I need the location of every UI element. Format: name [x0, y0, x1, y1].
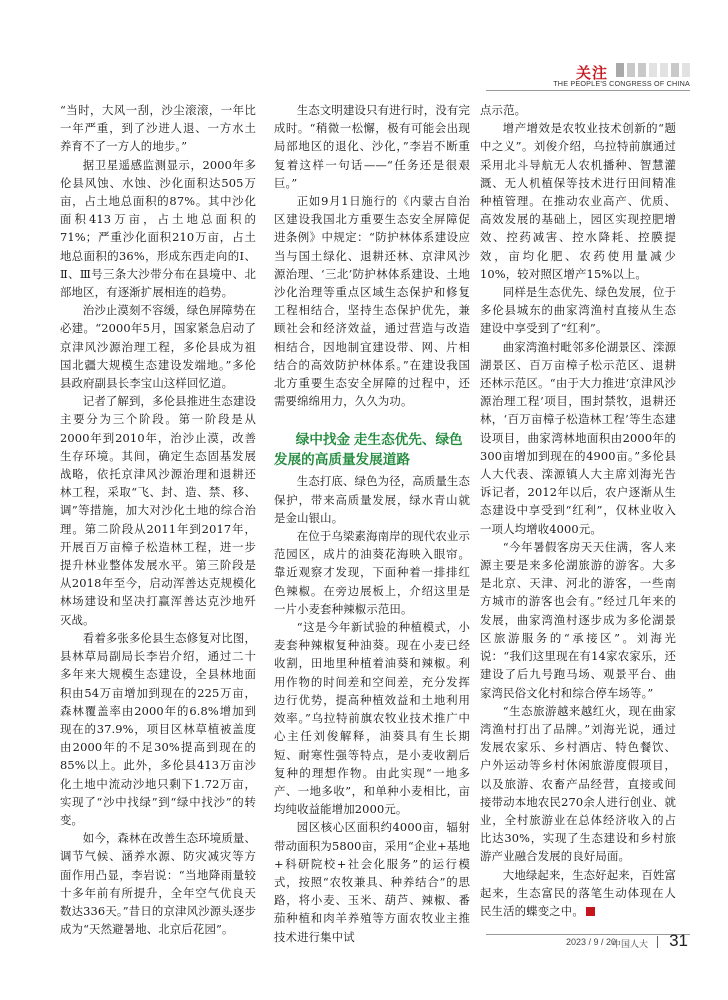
footer-divider [486, 934, 690, 935]
paragraph-text: 曲家湾渔村毗邻多伦湖景区、滦源湖景区、百万亩樟子松示范区、退耕还林示范区。“由于大力推进‘京津风沙源治理工程’项目，围封禁牧，退耕还林，‘百万亩樟子松造林工程’等生态建设项目，曲家湾林地面积由2000年的300亩增加到现在的4900亩。”多伦县人大代表、滦源镇人大主席刘海光告诉记者，2012年以后，农户逐渐从生态建设中享受到“红利”，仅林业收入一项人均增收4000元。 [480, 339, 676, 536]
article-paragraph [274, 818, 470, 945]
header-divider [486, 90, 690, 91]
paragraph-text: “这是今年新试验的种植模式，小麦套种辣椒复种油葵。现在小麦已经收割，田地里种植着油葵和辣椒。利用作物的时间差和空间差，充分发挥边行优势，提高种植效益和土地利用效率。”乌拉特前旗农牧业技术推广中心主任刘俊解释，油葵具有生长期短、耐寒性强等特点，是小麦收割后复种的理想作物。由此实现“一地多产、一地多收”，和单种小麦相比，亩均纯收益能增加2000元。 [274, 620, 470, 817]
page-number: 31 [669, 931, 688, 950]
paragraph-text: 增产增效是农牧业技术创新的“题中之义”。刘俊介绍，乌拉特前旗通过采用北斗导航无人农机播种、智慧灌溉、无人机植保等技术进行田间精准种植管理。在推动农业高产、优质、高效发展的基础上，园区实现控肥增效、控药减害、控水降耗、控膜提效，亩均化肥、农药使用量减少10%，较对照区增产15%以上。 [480, 121, 676, 281]
paragraph-text: 点示范。 [480, 103, 527, 117]
paragraph-text: 生态文明建设只有进行时，没有完成时。“稍微一松懈，极有可能会出现局部地区的退化、沙化，”李岩不断重复着这样一句话——“任务还是很艰巨。” [274, 103, 470, 190]
paragraph-text: “生态旅游越来越红火，现在曲家湾渔村打出了品牌。”刘海光说，通过发展农家乐、乡村酒店、特色餐饮、户外运动等乡村休闲旅游度假项目，以及旅游、农畜产品经营，直接或间接带动本地农民270余人进行创业、就业，全村旅游业在总体经济收入的占比达30%，实现了生态建设和乡村旅游产业融合发展的良好局面。 [480, 703, 676, 864]
article-paragraph [480, 702, 676, 866]
page-header [0, 0, 728, 92]
paragraph-text: 正如9月1日施行的《内蒙古自治区建设我国北方重要生态安全屏障促进条例》中规定：“防护林体系建设应当与国土绿化、退耕还林、京津风沙源治理、‘三北’防护林体系建设、土地沙化治理等重点区域生态保护和修复工程相结合，坚持生态保护优先，兼顾社会和经济效益，通过营造与改造相结合，因地制宜建设带、网、片相结合的高效防护林体系。”在建设我国北方重要生态安全屏障的过程中，还需要绵绵用力，久久为功。 [274, 194, 470, 409]
paragraph-text: 看着多张多伦县生态修复对比图，县林草局副局长李岩介绍，通过二十多年来大规模生态建设，全县林地面积由54万亩增加到现在的225万亩，森林覆盖率由2000年的6.8%增加到现在的37.9%，项目区林草植被盖度由2000年的不足30%提高到现在的85%以上。此外，多伦县413万亩沙化土地中流动沙地只剩下1.72万亩，实现了“沙中找绿”到“绿中找沙”的转变。 [60, 630, 256, 827]
magazine-name: 中国人大 [611, 939, 648, 949]
article-paragraph [274, 472, 470, 527]
article-column-3 [480, 101, 676, 920]
article-paragraph [480, 119, 676, 283]
article-paragraph [274, 192, 470, 410]
paragraph-text: 据卫星遥感监测显示，2000年多伦县风蚀、水蚀、沙化面积达505万亩，占土地总面积的87%。其中沙化面积413万亩，占土地总面积的71%；严重沙化面积210万亩，占土地总面积的36%，形成东西走向的Ⅰ、Ⅱ、Ⅲ号三条大沙带分布在县境中、北部地区，有逐渐扩展相连的趋势。 [60, 157, 256, 300]
article-paragraph [480, 538, 676, 702]
paragraph-text: 同样是生态优先、绿色发展，位于多伦县城东的曲家湾渔村直接从生态建设中享受到了“红利”。 [480, 285, 676, 336]
footer-separator [657, 936, 658, 948]
article-paragraph [60, 301, 256, 392]
paragraph-text: 治沙止漠刻不容缓，绿色屏障势在必建。“2000年5月，国家紧急启动了京津风沙源治理工程，多伦县成为祖国北疆大规模生态建设发端地。”多伦县政府副县长李宝山这样回忆道。 [60, 303, 256, 391]
article-paragraph [60, 629, 256, 829]
section-label: 关注 [575, 65, 608, 82]
article-paragraph [60, 156, 256, 302]
magazine-subtitle: THE PEOPLE'S CONGRESS OF CHINA [553, 79, 690, 88]
article-end-mark-icon [586, 907, 595, 916]
paragraph-text: 生态打底、绿色为径，高质量生态保护，带来高质量发展，绿水青山就是金山银山。 [274, 474, 470, 525]
paragraph-text: 在位于乌梁素海南岸的现代农业示范园区，成片的油葵花海映入眼帘。靠近观察才发现，下面种着一排排红色辣椒。在旁边展板上，介绍这里是一片小麦套种辣椒示范田。 [274, 529, 470, 616]
article-paragraph [60, 829, 256, 938]
paragraph-text: 如今，森林在改善生态环境质量、调节气候、涵养水源、防灾减灾等方面作用凸显，李岩说：“当地降雨量较十多年前有所提升，全年空气优良天数达336天。”昔日的京津风沙源头逐步成为“天然避暑地、北京后花园”。 [60, 831, 256, 937]
article-column-2 [274, 101, 470, 946]
header-stripes-decoration [616, 63, 690, 77]
paragraph-text: “今年暑假客房天天住满，客人来源主要是来多伦湖旅游的游客。大多是北京、天津、河北的游客，一些南方城市的游客也会有。”经过几年来的发展，曲家湾渔村逐步成为多伦湖景区旅游服务的“承接区”。刘海光说：“我们这里现在有14家农家乐，还建设了后九号跑马场、观景平台、曲家湾民俗文化村和综合停车场等。” [480, 539, 676, 700]
paragraph-text: 记者了解到，多伦县推进生态建设主要分为三个阶段。第一阶段是从2000年到2010年，治沙止漠，改善生存环境。其间，确定生态固基发展战略，依托京津风沙源治理和退耕还林工程，采取“飞、封、造、禁、移、调”等措施，加大对沙化土地的综合治理。第二阶段从2011年到2017年，开展百万亩樟子松造林工程，进一步提升林业整体发展水平。第三阶段是从2018年至今，启动浑善达克规模化林场建设和坚决打赢浑善达克沙地歼灭战。 [60, 394, 256, 627]
article-paragraph [480, 101, 676, 119]
paragraph-text: 园区核心区面积约4000亩，辐射带动面积为5800亩，采用“企业+基地+科研院校+社会化服务”的运行模式，按照“农牧兼具、种养结合”的思路，将小麦、玉米、葫芦、辣椒、番茄种植和肉羊养殖等方面农牧业主推技术进行集中试 [274, 820, 470, 944]
paragraph-text: “当时，大风一刮，沙尘滚滚，一年比一年严重，到了沙进人退、一方水土养育不了一方人的地步。” [60, 103, 256, 154]
section-heading: 绿中找金 走生态优先、绿色发展的高质量发展道路 [274, 432, 463, 468]
article-paragraph [274, 618, 470, 818]
paragraph-text: 大地绿起来，生态好起来，百姓富起来，生态富民的落笔生动体现在人民生活的蝶变之中。 [480, 867, 676, 918]
article-paragraph [480, 338, 676, 538]
issue-date: 2023 / 9 / 20 [565, 937, 616, 947]
article-paragraph [480, 283, 676, 338]
article-paragraph [274, 527, 470, 618]
article-paragraph [60, 392, 256, 629]
article-paragraph [480, 866, 676, 921]
article-column-1 [60, 101, 256, 938]
article-paragraph [274, 101, 470, 192]
article-paragraph [60, 101, 256, 156]
